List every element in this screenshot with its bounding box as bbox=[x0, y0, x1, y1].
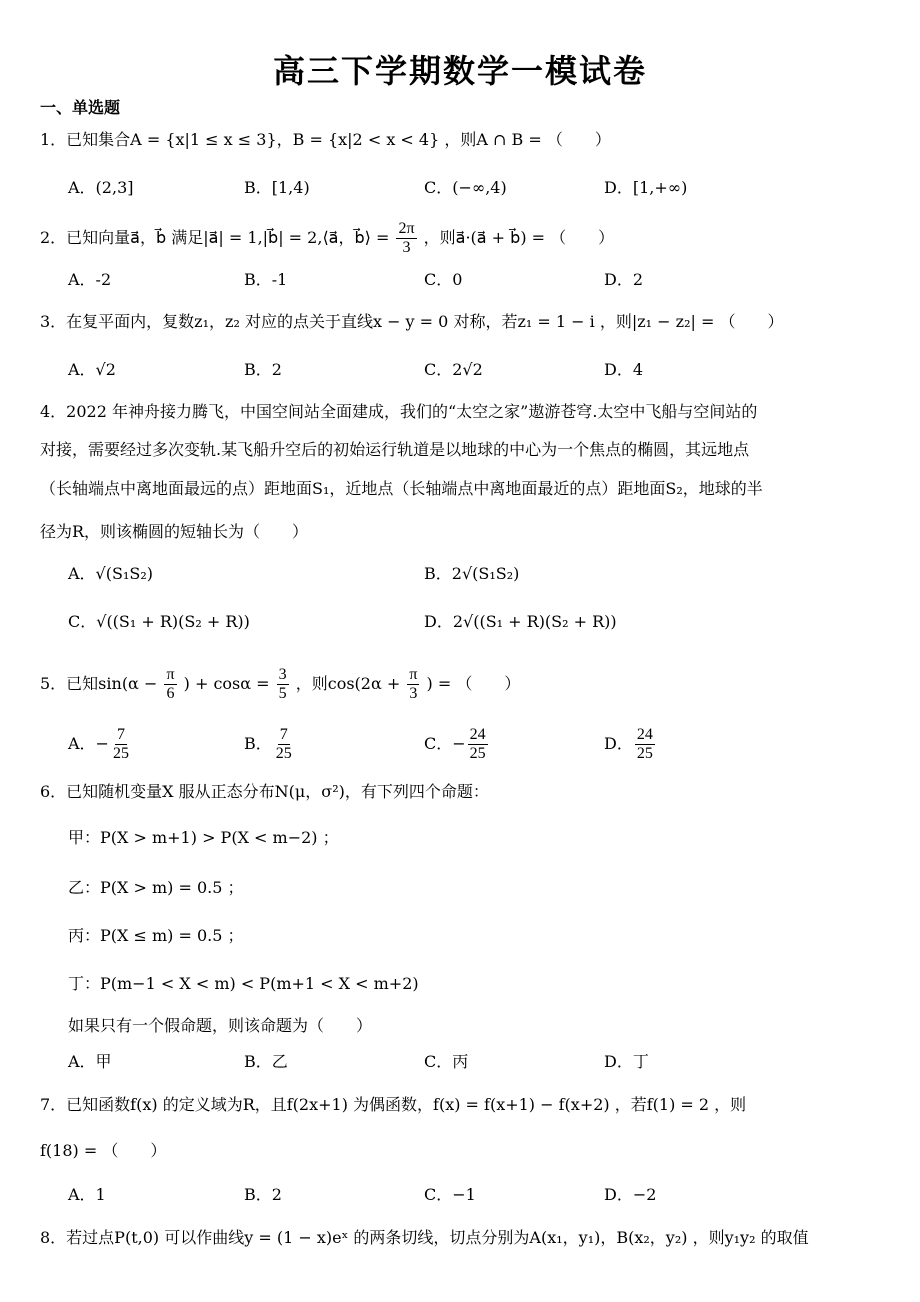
q5-option-c bbox=[424, 726, 490, 763]
q3-stem: 3．在复平面内，复数z₁，z₂ 对应的点关于直线x − y = 0 对称，若z₁ = 1 − i ，则|z₁ − z₂| = （ ） bbox=[40, 312, 784, 331]
q7-option-b: B．2 bbox=[244, 1185, 282, 1204]
q1-option-b: B．[1,4) bbox=[244, 178, 310, 197]
q4-line-1: 4．2022 年神舟接力腾飞，中国空间站全面建成，我们的“太空之家”遨游苍穹.太空中飞船与空间站的 bbox=[40, 402, 758, 421]
q4-line-2: 对接，需要经过多次变轨.某飞船升空后的初始运行轨道是以地球的中心为一个焦点的椭圆，其远地点 bbox=[40, 440, 750, 459]
q5-option-c-num: 24 bbox=[469, 726, 486, 743]
q6-statement-jia: 甲：P(X > m+1) > P(X < m−2) ； bbox=[68, 828, 339, 847]
q5-option-a-num: 7 bbox=[116, 726, 125, 743]
q5-option-b-num: 7 bbox=[279, 726, 288, 743]
q2-option-a: A．-2 bbox=[68, 270, 112, 289]
q6-option-b: B．乙 bbox=[244, 1052, 288, 1071]
q5-option-b-label: B． bbox=[244, 734, 272, 753]
q1-option-a: A．(2,3] bbox=[68, 178, 134, 197]
q5-frac-3-num: π bbox=[409, 666, 418, 683]
q5-option-c-den: 25 bbox=[469, 745, 486, 762]
q7-line-2: f(18) = （ ） bbox=[40, 1141, 167, 1160]
q5-option-a bbox=[68, 726, 133, 763]
q5-option-a-label: A．− bbox=[68, 734, 109, 753]
q2-stem bbox=[40, 220, 614, 257]
q5-option-d-den: 25 bbox=[636, 745, 653, 762]
q6-option-a: A．甲 bbox=[68, 1052, 112, 1071]
q2-option-c: C．0 bbox=[424, 270, 463, 289]
q4-option-a: A．√(S₁S₂) bbox=[68, 564, 153, 583]
q5-frac-1 bbox=[164, 666, 176, 703]
q4-line-3: （长轴端点中离地面最远的点）距地面S₁，近地点（长轴端点中离地面最近的点）距地面S₂，地球的半 bbox=[40, 479, 763, 498]
q5-option-c-label: C．− bbox=[424, 734, 466, 753]
q5-option-a-den: 25 bbox=[112, 745, 129, 762]
q3-option-b: B．2 bbox=[244, 360, 282, 379]
q2-option-d: D．2 bbox=[604, 270, 644, 289]
q7-option-a: A．1 bbox=[68, 1185, 106, 1204]
q2-frac-den: 3 bbox=[402, 239, 411, 256]
q6-statement-yi: 乙：P(X > m) = 0.5 ； bbox=[68, 878, 244, 897]
q5-frac-1-num: π bbox=[166, 666, 175, 683]
q3-option-d: D．4 bbox=[604, 360, 644, 379]
q5-stem-mid: ) + cosα = bbox=[183, 674, 270, 693]
q5-option-d-frac bbox=[635, 726, 655, 763]
q8-line-1: 8．若过点P(t,0) 可以作曲线y = (1 − x)eˣ 的两条切线，切点分别为A(x₁，y₁)，B(x₂，y₂) ，则y₁y₂ 的取值 bbox=[40, 1228, 809, 1247]
q5-stem-pre: 5．已知sin(α − bbox=[40, 674, 158, 693]
q6-statement-ding: 丁：P(m−1 < X < m) < P(m+1 < X < m+2) bbox=[68, 974, 419, 993]
q6-statement-bing: 丙：P(X ≤ m) = 0.5 ； bbox=[68, 926, 244, 945]
q7-line-1: 7．已知函数f(x) 的定义域为R，且f(2x+1) 为偶函数，f(x) = f(x+1) − f(x+2) ，若f(1) = 2 ，则 bbox=[40, 1095, 747, 1114]
q6-stem: 6．已知随机变量X 服从正态分布N(μ，σ²)，有下列四个命题： bbox=[40, 782, 489, 801]
q5-frac-2 bbox=[277, 666, 289, 703]
q4-line-4: 径为R，则该椭圆的短轴长为（ ） bbox=[40, 522, 309, 541]
q5-option-d bbox=[604, 726, 657, 763]
q5-stem bbox=[40, 666, 520, 703]
q7-option-d: D．−2 bbox=[604, 1185, 657, 1204]
q5-frac-2-den: 5 bbox=[278, 685, 287, 702]
q1-stem: 1．已知集合A = {x|1 ≤ x ≤ 3}，B = {x|2 < x < 4} ，则A ∩ B = （ ） bbox=[40, 130, 611, 149]
q1-option-d: D．[1,+∞) bbox=[604, 178, 688, 197]
q4-option-d: D．2√((S₁ + R)(S₂ + R)) bbox=[424, 612, 617, 631]
q2-stem-pre: 2．已知向量a⃗，b⃗ 满足|a⃗| = 1,|b⃗| = 2,⟨a⃗，b⃗⟩ = bbox=[40, 228, 390, 247]
q5-option-b-den: 25 bbox=[275, 745, 292, 762]
q2-option-b: B．-1 bbox=[244, 270, 288, 289]
section-heading: 一、单选题 bbox=[40, 98, 121, 117]
q5-frac-3-den: 3 bbox=[409, 685, 418, 702]
q6-option-c: C．丙 bbox=[424, 1052, 469, 1071]
q5-stem-mid2: ，则cos(2α + bbox=[295, 674, 401, 693]
q5-stem-post: ) = （ ） bbox=[426, 674, 521, 693]
q5-option-d-label: D． bbox=[604, 734, 633, 753]
q5-option-b bbox=[244, 726, 296, 763]
q5-frac-2-num: 3 bbox=[278, 666, 287, 683]
q3-option-c: C．2√2 bbox=[424, 360, 483, 379]
q7-option-c: C．−1 bbox=[424, 1185, 476, 1204]
q5-option-d-num: 24 bbox=[636, 726, 653, 743]
q5-option-a-frac bbox=[111, 726, 131, 763]
q4-option-c: C．√((S₁ + R)(S₂ + R)) bbox=[68, 612, 250, 631]
q6-ask: 如果只有一个假命题，则该命题为（ ） bbox=[68, 1016, 373, 1035]
q5-option-c-frac bbox=[468, 726, 488, 763]
q6-option-d: D．丁 bbox=[604, 1052, 649, 1071]
exam-title: 高三下学期数学一模试卷 bbox=[272, 52, 647, 90]
q2-frac-num: 2π bbox=[398, 220, 415, 237]
q2-stem-post: ，则a⃗·(a⃗ + b⃗) = （ ） bbox=[423, 228, 615, 247]
q4-option-b: B．2√(S₁S₂) bbox=[424, 564, 520, 583]
q5-option-b-frac bbox=[274, 726, 294, 763]
q2-fraction bbox=[396, 220, 416, 257]
q5-frac-1-den: 6 bbox=[166, 685, 175, 702]
q3-option-a: A．√2 bbox=[68, 360, 116, 379]
q5-frac-3 bbox=[407, 666, 419, 703]
q1-option-c: C．(−∞,4) bbox=[424, 178, 507, 197]
